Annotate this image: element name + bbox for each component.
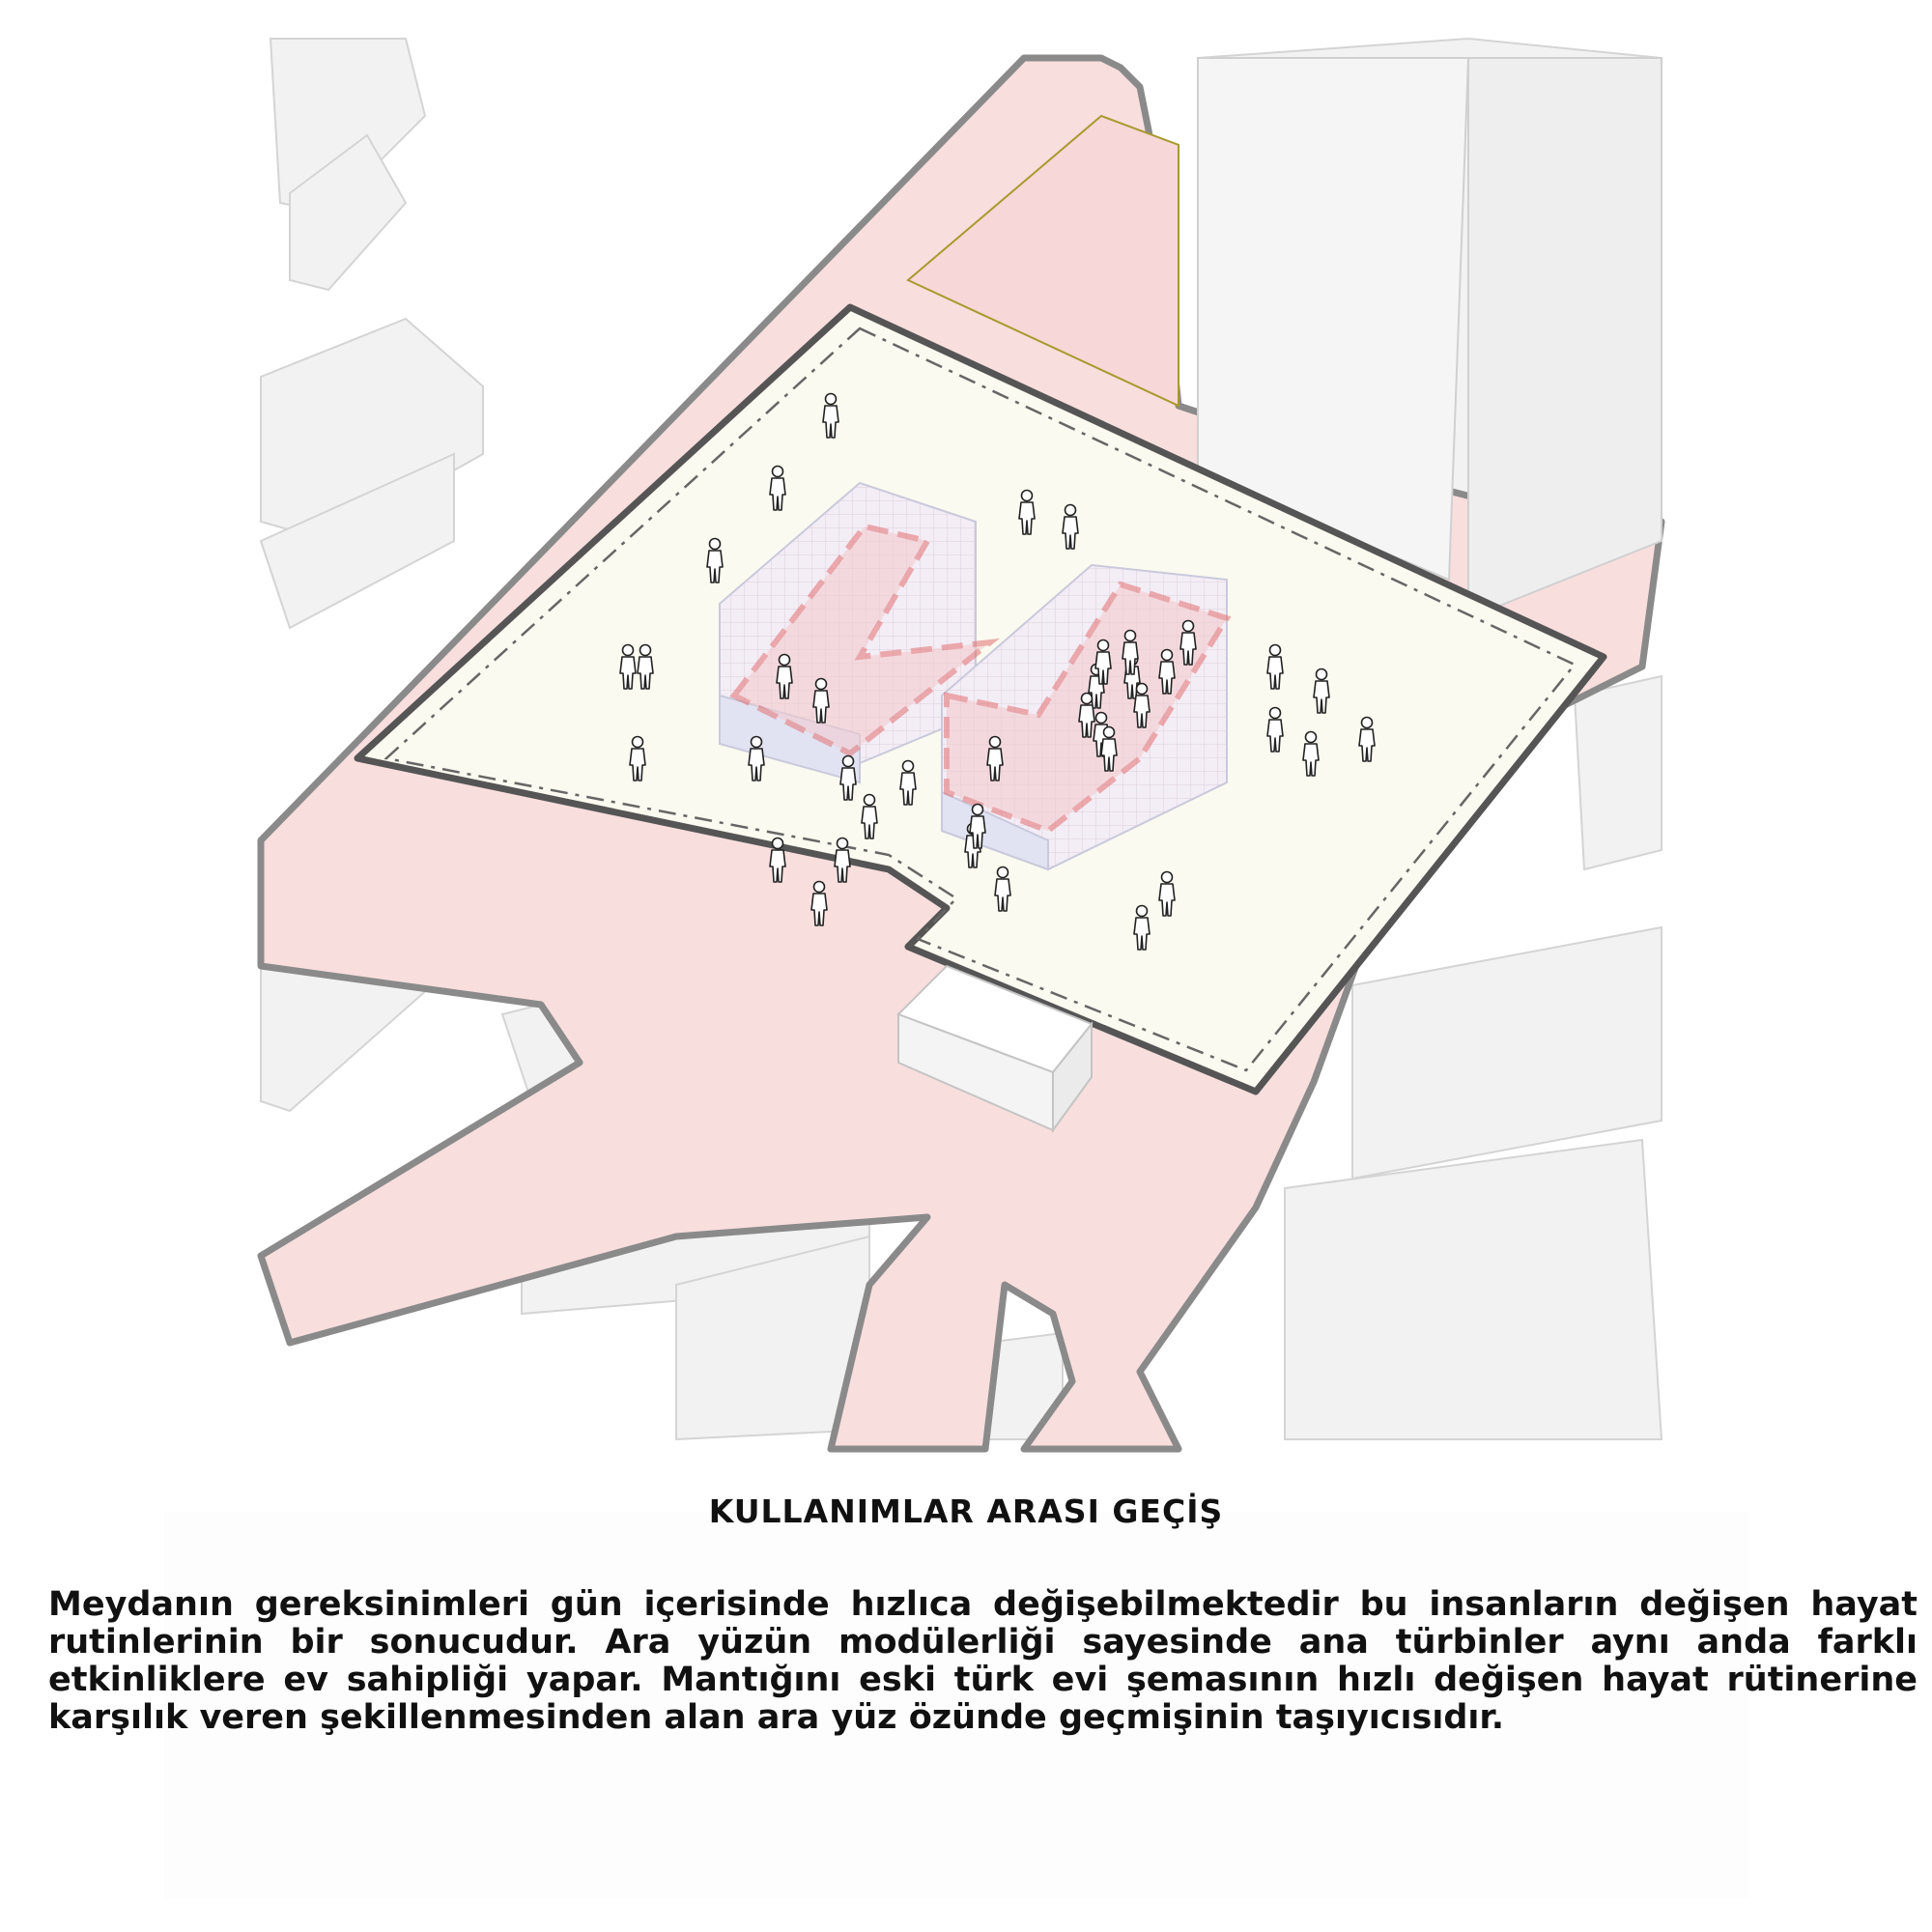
diagram-title: KULLANIMLAR ARASI GEÇİŞ xyxy=(708,1492,1224,1530)
description-paragraph: Meydanın gereksinimleri gün içerisinde hızlıca değişebilmektedir bu insanların değişen hayat rutinlerinin bir sonucudur. Ara yüzün modülerliği sayesinde ana türbinler aynı anda farklı etkinliklere ev sahipliği yapar. Mantığını eski türk evi şemasının hızlı değişen hayat rütinerine karşılık veren şekillenmesinden alan ara yüz özünde geçmişinin taşıyıcısıdır. xyxy=(48,1585,1918,1737)
